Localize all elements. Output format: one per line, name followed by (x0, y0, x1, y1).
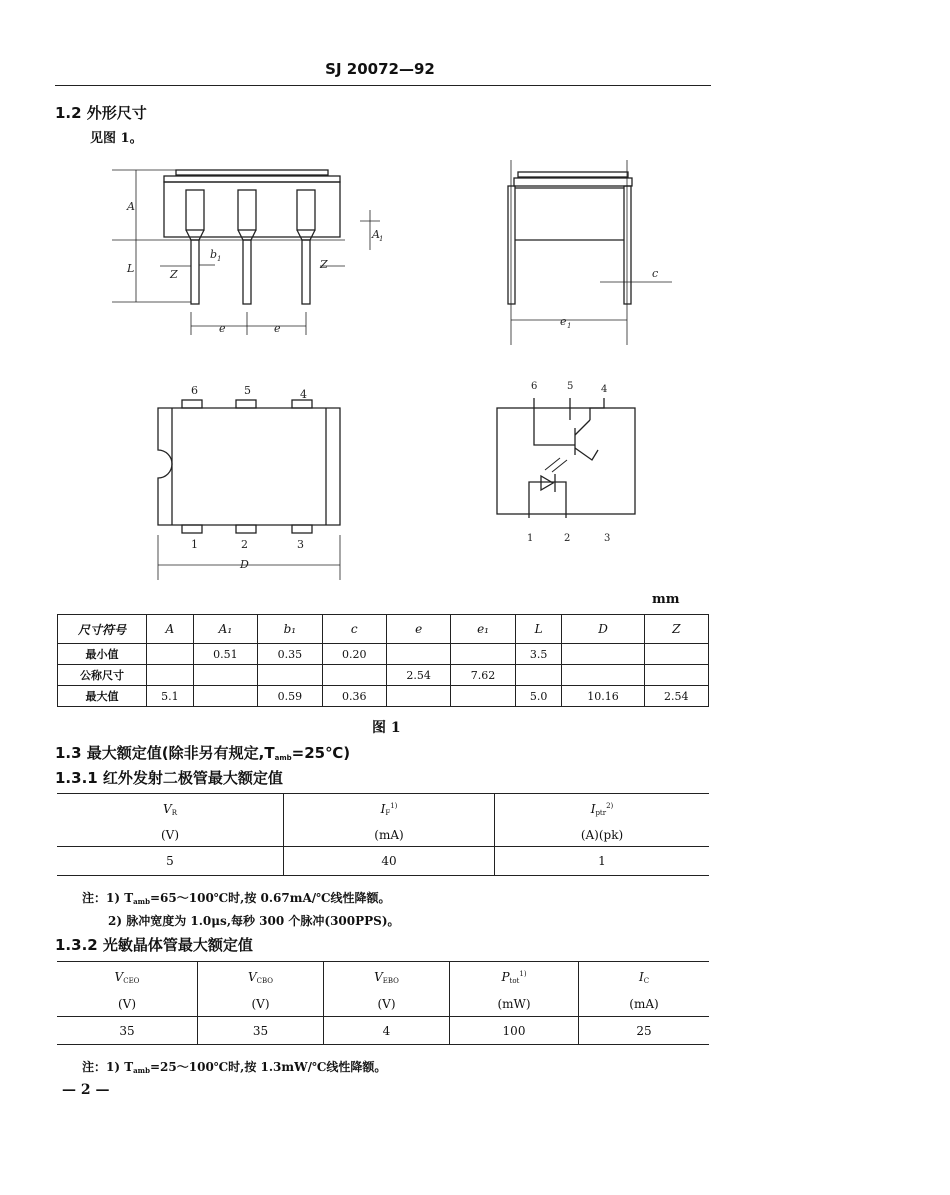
page-number: — 2 — (62, 1082, 110, 1098)
sym-sup: 1) (390, 801, 398, 810)
dimension-header-label: 尺寸符号 (58, 615, 147, 644)
note-1-3-2 (82, 1058, 386, 1075)
header-cell (450, 962, 579, 993)
label-b1-sub: 1 (217, 255, 222, 263)
note-sub: amb (133, 1066, 150, 1075)
header-cell (284, 794, 495, 825)
note-prefix: 注：1) T (82, 891, 134, 905)
header-cell (579, 962, 710, 993)
dim-col: Z (644, 615, 708, 644)
sym-sup: 1) (519, 969, 527, 978)
cell: 10.16 (562, 686, 644, 707)
label-e-right: e (274, 322, 281, 335)
schem-pin-2: 2 (564, 533, 571, 544)
header-cell (495, 794, 710, 825)
sym-sub: F (385, 808, 391, 817)
note-prefix: 2) (108, 914, 127, 928)
sym-sub: ptr (595, 808, 607, 817)
cell: 0.35 (258, 644, 322, 665)
table-row (57, 824, 709, 847)
dim-col: D (562, 615, 644, 644)
row-label: 最大值 (58, 686, 147, 707)
sym-sub: CBO (256, 976, 274, 985)
front-pin-3 (297, 190, 315, 304)
section-1-3-1-title: 1.3.1 红外发射二极管最大额定值 (55, 769, 283, 787)
cell: 2.54 (386, 665, 450, 686)
note-text: 脉冲宽度为 1.0μs,每秒 300 个脉冲(300PPS)。 (126, 914, 400, 928)
header-cell (198, 962, 324, 993)
cell: 0.51 (193, 644, 257, 665)
side-view (508, 160, 672, 345)
cell: 3.5 (515, 644, 562, 665)
cell (322, 665, 386, 686)
top-pin-5: 5 (244, 384, 251, 397)
table-row (58, 644, 709, 665)
unit-cell: (V) (117, 997, 137, 1011)
table-row (57, 992, 709, 1017)
dim-col: c (322, 615, 386, 644)
value-cell: 40 (284, 847, 495, 876)
dim-col: L (515, 615, 562, 644)
unit-cell: (mA) (579, 992, 710, 1017)
front-pin-1 (186, 190, 204, 304)
schem-pin-5: 5 (567, 381, 574, 392)
header-cell (324, 962, 450, 993)
top-pin-3: 3 (297, 538, 304, 551)
section-1-3-2-title: 1.3.2 光敏晶体管最大额定值 (55, 936, 253, 954)
note-1-3-1-b (108, 912, 400, 929)
row-label: 最小值 (58, 644, 147, 665)
top-pin-6: 6 (191, 384, 198, 397)
section-1-3-title (55, 742, 350, 763)
value-cell: 25 (579, 1017, 710, 1045)
dimension-header-row (58, 615, 709, 644)
label-L: L (127, 262, 135, 275)
cell (193, 665, 257, 686)
value-cell: 5 (57, 847, 284, 876)
note-prefix: 注：1) T (82, 1060, 134, 1074)
cell (451, 644, 515, 665)
table-row (58, 686, 709, 707)
label-b1: b (210, 248, 218, 261)
header-cell (57, 962, 198, 993)
schem-pin-1: 1 (527, 533, 534, 544)
cell: 0.20 (322, 644, 386, 665)
cell (644, 665, 708, 686)
sym-sup: 2) (606, 801, 614, 810)
label-A1-sub: 1 (379, 235, 384, 243)
cell: 5.1 (147, 686, 194, 707)
see-figure-text: 见图 1。 (90, 131, 143, 146)
note-1-3-1-a (82, 889, 391, 906)
unit-cell: (mA) (284, 824, 495, 847)
section-1-3-tail: =25℃) (291, 744, 351, 762)
note-sub: amb (133, 897, 150, 906)
dim-col: A (147, 615, 194, 644)
label-e1-sub: 1 (567, 322, 572, 330)
cell (386, 644, 450, 665)
value-cell: 100 (450, 1017, 579, 1045)
sym-sub: EBO (382, 976, 399, 985)
value-cell: 1 (495, 847, 710, 876)
sym: V (247, 969, 257, 984)
section-1-2-title: 1.2 外形尺寸 (55, 104, 147, 122)
cell (562, 665, 644, 686)
unit-cell: (V) (198, 992, 324, 1017)
dim-col: e₁ (451, 615, 515, 644)
label-Z-right: Z (320, 258, 328, 271)
table-row (58, 665, 709, 686)
cell: 5.0 (515, 686, 562, 707)
section-1-3-sub: amb (274, 754, 292, 762)
schem-pin-6: 6 (531, 381, 538, 392)
dim-col: A₁ (193, 615, 257, 644)
cell (515, 665, 562, 686)
cell (562, 644, 644, 665)
sym-sub: R (171, 808, 177, 817)
sym: V (114, 969, 124, 984)
cell (193, 686, 257, 707)
sym: V (163, 801, 172, 816)
label-D: D (240, 558, 249, 571)
cell (386, 686, 450, 707)
label-A: A (127, 200, 135, 213)
schem-pin-3: 3 (604, 533, 611, 544)
cell (258, 665, 322, 686)
phototransistor-ratings-table (57, 961, 709, 1045)
figure-caption: 图 1 (372, 720, 401, 736)
table-row (57, 847, 709, 876)
document-number: SJ 20072—92 (325, 60, 435, 78)
sym: P (501, 969, 510, 984)
front-view (112, 170, 380, 335)
row-label: 公称尺寸 (58, 665, 147, 686)
top-pin-1: 1 (191, 538, 198, 551)
value-cell: 4 (324, 1017, 450, 1045)
unit-cell: (A)(pk) (495, 824, 710, 847)
sym: V (374, 969, 383, 984)
unit-label: mm (652, 592, 680, 607)
cell: 2.54 (644, 686, 708, 707)
header-cell (57, 794, 284, 825)
label-Z-left: Z (170, 268, 178, 281)
cell (147, 644, 194, 665)
unit-cell: (mW) (450, 992, 579, 1017)
dimension-table (57, 614, 709, 707)
value-cell: 35 (198, 1017, 324, 1045)
table-row (57, 794, 709, 825)
label-A1: A (372, 228, 380, 241)
unit-cell: (V) (324, 992, 450, 1017)
table-row (57, 962, 709, 993)
sym: I (638, 969, 644, 984)
label-c: c (652, 267, 659, 280)
sym-sub: tot (509, 976, 520, 985)
dim-col: b₁ (258, 615, 322, 644)
top-pin-4: 4 (300, 388, 307, 401)
cell: 0.59 (258, 686, 322, 707)
sym: I (590, 801, 596, 816)
circuit-schematic (497, 398, 635, 518)
note-text: =25～100℃时,按 1.3mW/℃线性降额。 (149, 1060, 387, 1074)
top-pin-2: 2 (241, 538, 248, 551)
front-pin-2 (238, 190, 256, 304)
value-cell: 35 (57, 1017, 198, 1045)
schem-pin-4: 4 (601, 384, 608, 395)
cell: 7.62 (451, 665, 515, 686)
cell (147, 665, 194, 686)
unit-cell: (V) (160, 828, 180, 842)
dim-col: e (386, 615, 450, 644)
label-e1: e (560, 315, 567, 328)
sym: I (380, 801, 386, 816)
cell (451, 686, 515, 707)
ir-diode-ratings-table (57, 793, 709, 876)
top-view (158, 400, 340, 580)
note-text: =65～100℃时,按 0.67mA/℃线性降额。 (149, 891, 391, 905)
cell: 0.36 (322, 686, 386, 707)
sym-sub: CEO (123, 976, 140, 985)
section-1-3-text: 1.3 最大额定值(除非另有规定,T (55, 744, 275, 762)
cell (644, 644, 708, 665)
label-e-left: e (219, 322, 226, 335)
sym-sub: C (643, 976, 650, 985)
table-row (57, 1017, 709, 1045)
